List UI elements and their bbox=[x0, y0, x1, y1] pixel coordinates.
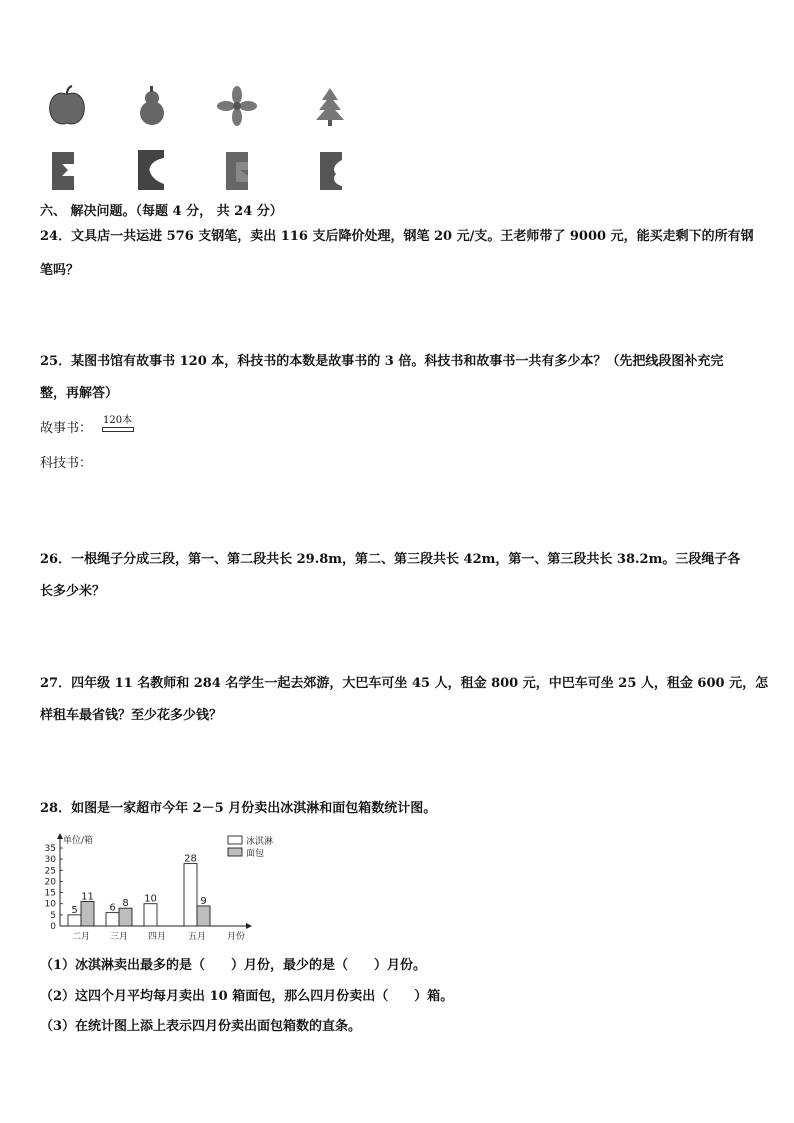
x-axis-title: 月份 bbox=[226, 932, 245, 942]
cutout-e-shape-1-icon bbox=[52, 152, 74, 190]
section-heading: 六、 解决问题。（每题 4 分， 共 24 分） bbox=[40, 204, 283, 219]
x-tick-label: 五月 bbox=[187, 932, 207, 942]
legend-swatch-icecream bbox=[228, 836, 242, 844]
y-tick-label: 20 bbox=[44, 877, 56, 888]
y-tick-label: 35 bbox=[44, 844, 56, 854]
y-tick-label: 10 bbox=[44, 899, 56, 910]
bar-bread bbox=[81, 901, 94, 926]
y-tick-label: 0 bbox=[50, 922, 56, 932]
legend-label: 冰淇淋 bbox=[246, 837, 274, 847]
problem-24-line-1: 24．文具店一共运进 576 支钢笔，卖出 116 支后降价处理，钢笔 20 元/支。王老师带了 9000 元，能买走剩下的所有钢 bbox=[40, 229, 754, 244]
bar-value-label: 6 bbox=[109, 902, 116, 914]
bar-icecream bbox=[144, 904, 157, 926]
pine-tree-shape-icon bbox=[316, 88, 344, 126]
bar-icecream bbox=[68, 915, 81, 926]
x-tick-label: 二月 bbox=[71, 932, 91, 942]
bar-bread bbox=[119, 908, 132, 926]
problem-28-intro: 28．如图是一家超市今年 2－5 月份卖出冰淇淋和面包箱数统计图。 bbox=[40, 801, 437, 816]
problem-27-line-1: 27．四年级 11 名教师和 284 名学生一起去郊游，大巴车可坐 45 人，租金 800 元，中巴车可坐 25 人，租金 600 元，怎 bbox=[40, 676, 769, 691]
tech-books-label: 科技书： bbox=[40, 456, 93, 471]
bar-chart bbox=[36, 830, 274, 945]
y-axis-title: 单位/箱 bbox=[63, 836, 94, 846]
segment-line bbox=[102, 427, 134, 432]
x-tick-label: 三月 bbox=[109, 932, 129, 942]
problem-26-line-1: 26．一根绳子分成三段，第一、第二段共长 29.8m，第二、第三段共长 42m，第一、第三段共长 38.2m。三段绳子各 bbox=[40, 552, 741, 567]
legend-swatch-bread bbox=[228, 848, 242, 856]
x-tick-label: 四月 bbox=[147, 932, 167, 942]
bar-value-label: 9 bbox=[200, 895, 207, 907]
y-tick-label: 15 bbox=[44, 888, 56, 899]
bar-value-label: 5 bbox=[71, 904, 78, 916]
problem-27-line-2: 样租车最省钱？至少花多少钱？ bbox=[40, 708, 223, 723]
y-tick-label: 25 bbox=[44, 866, 56, 877]
problem-28-question-2: （2）这四个月平均每月卖出 10 箱面包，那么四月份卖出（ ）箱。 bbox=[40, 989, 454, 1004]
x-axis-arrow bbox=[246, 923, 252, 929]
bar-bread bbox=[197, 906, 210, 926]
gourd-shape-icon bbox=[140, 86, 164, 125]
legend-label: 面包 bbox=[246, 849, 265, 859]
bar-value-label: 11 bbox=[81, 891, 94, 903]
problem-25-line-2: 整，再解答） bbox=[40, 386, 119, 401]
figures-panel bbox=[40, 80, 370, 200]
apple-shape-icon bbox=[50, 86, 85, 124]
bar-value-label: 8 bbox=[122, 898, 129, 910]
bar-value-label: 28 bbox=[184, 853, 197, 865]
flower-shape-icon bbox=[217, 86, 257, 126]
bar-icecream bbox=[184, 864, 197, 926]
segment-label: 120本 bbox=[103, 415, 133, 426]
bar-value-label: 10 bbox=[144, 893, 157, 905]
cutout-c-shape-icon bbox=[138, 150, 164, 190]
cutout-e-shape-2-icon bbox=[226, 152, 248, 190]
problem-28-question-3: （3）在统计图上添上表示四月份卖出面包箱数的直条。 bbox=[40, 1019, 362, 1034]
problem-26-line-2: 长多少米？ bbox=[40, 584, 106, 599]
problem-25-line-1: 25．某图书馆有故事书 120 本，科技书的本数是故事书的 3 倍。科技书和故事书一共有多少本？（先把线段图补充完 bbox=[40, 354, 724, 369]
story-books-label: 故事书： bbox=[40, 421, 93, 436]
y-tick-label: 5 bbox=[50, 910, 56, 921]
problem-24-line-2: 笔吗？ bbox=[40, 263, 80, 278]
story-books-segment bbox=[102, 417, 133, 431]
problem-28-question-1: （1）冰淇淋卖出最多的是（ ）月份，最少的是（ ）月份。 bbox=[40, 958, 427, 973]
bar-icecream bbox=[106, 913, 119, 926]
cutout-e-shape-3-icon bbox=[320, 152, 342, 190]
y-tick-label: 30 bbox=[44, 855, 56, 866]
